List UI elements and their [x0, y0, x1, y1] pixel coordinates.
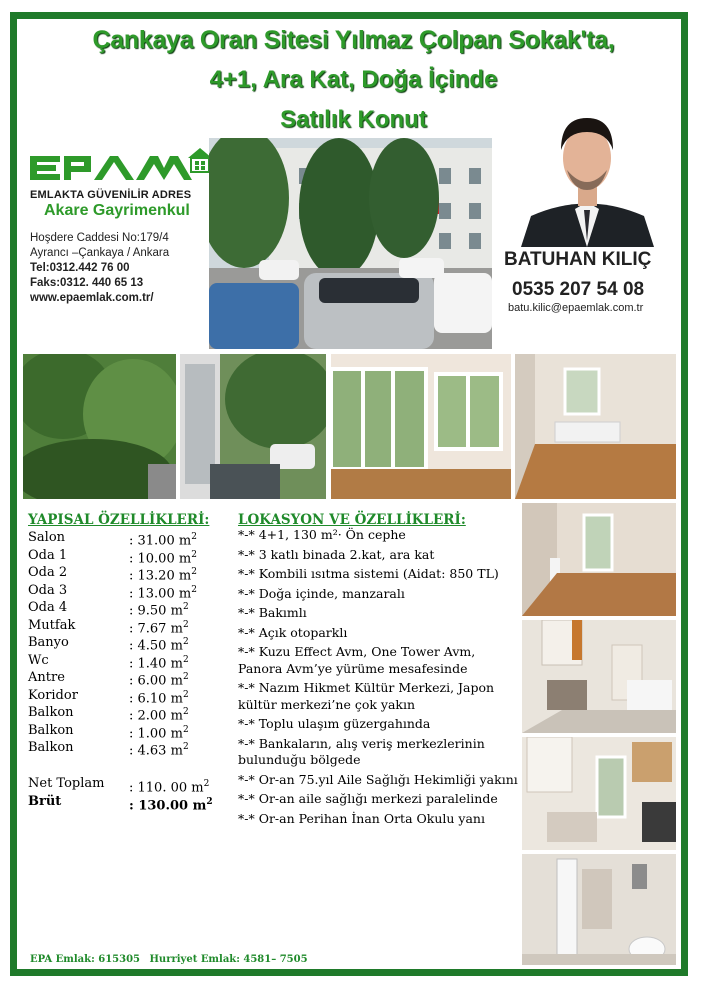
feature-item: *-* 4+1, 130 m²· Ön cephe [238, 527, 406, 542]
address-line-1: Hoşdere Caddesi No:179/4 [30, 232, 169, 244]
structure-row [28, 739, 228, 757]
structure-row [28, 564, 228, 582]
feature-item: *-* Nazım Hikmet Kültür Merkezi, Japon kültür merkezi’ne çok yakın [238, 680, 495, 712]
address-line-2: Ayrancı –Çankaya / Ankara [30, 247, 170, 259]
net-total-label: Net Toplam [28, 776, 105, 791]
room-label: Balkon [28, 722, 74, 738]
house-icon [188, 148, 210, 172]
structure-row [28, 687, 228, 705]
room-label: Antre [28, 670, 65, 685]
logo-subtitle: EMLAKTA GÜVENİLİR ADRES [30, 189, 192, 201]
net-total-row [28, 775, 228, 796]
structure-table [28, 529, 228, 757]
room-label: Oda 3 [28, 582, 68, 598]
feature-item: *-* Doğa içinde, manzaralı [238, 585, 405, 601]
room-area: : 13.20 $m^2$ [129, 567, 197, 584]
feature-item: *-* Or-an Perihan İnan Orta Okulu yanı [238, 810, 485, 826]
feature-item: *-* Toplu ulaşım güzergahında [238, 716, 431, 731]
feature-item: *-* Bakımlı [238, 605, 307, 620]
room-area: : 1.40 $m^2$ [129, 654, 189, 671]
epa-logo [30, 148, 210, 188]
room-area: : 6.00 $m^2$ [129, 672, 189, 689]
agent-name: BATUHAN KILIÇ [504, 249, 652, 270]
room-area: : 1.00 $m^2$ [129, 724, 189, 741]
room-label: Mutfak [28, 617, 76, 633]
office-fax: Faks:0312. 440 65 13 [30, 277, 144, 289]
main-exterior-photo [209, 138, 492, 349]
structure-row [28, 652, 228, 670]
agent-photo [521, 106, 654, 247]
room-area: : 13.00 $m^2$ [129, 584, 197, 601]
office-phone: Tel:0312.442 76 00 [30, 262, 130, 274]
company-name: Akare Gayrimenkul [44, 202, 190, 219]
structure-row [28, 722, 228, 740]
structure-title: YAPISAL ÖZELLİKLERİ: [28, 512, 210, 528]
room-area: : 4.63 $m^2$ [129, 742, 189, 759]
room-area: : 9.50 $m^2$ [129, 602, 189, 619]
feature-item: *-* 3 katlı binada 2.kat, ara kat [238, 546, 435, 562]
kitchen-view-photo [522, 737, 676, 850]
room-label: Wc [28, 652, 49, 668]
room-label: Oda 4 [28, 600, 68, 615]
gross-total-value: : 130.00 $m^2$ [129, 797, 213, 814]
feature-item: *-* Or-an aile sağlığı merkezi paralelinde [238, 791, 498, 806]
structure-row [28, 669, 228, 687]
room-label: Koridor [28, 687, 78, 703]
garden-photo [23, 354, 176, 499]
room-area: : 6.10 $m^2$ [129, 689, 189, 706]
headline-line-2: 4+1, Ara Kat, Doğa İçinde [209, 66, 498, 93]
structure-row [28, 547, 228, 565]
structure-row [28, 617, 228, 635]
feature-item: *-* Kuzu Effect Avm, One Tower Avm, Panora Avm’ye yürüme mesafesinde [238, 644, 476, 676]
structure-row [28, 704, 228, 722]
structure-row [28, 634, 228, 652]
living-room-photo [331, 354, 511, 499]
footer-listing-ids [30, 954, 314, 965]
net-total-value: : 110. 00 $m^2$ [129, 779, 210, 796]
office-contact [30, 231, 169, 306]
room-area: : 31.00 $m^2$ [129, 532, 197, 549]
gross-total-row [28, 793, 228, 814]
headline-line-3: Satılık Konut [280, 106, 427, 133]
room-area: : 7.67 $m^2$ [129, 619, 189, 636]
bedroom-photo [515, 354, 676, 499]
room-area: : 10.00 $m^2$ [129, 549, 197, 566]
feature-item: *-* Bankaların, alış veriş merkezlerinin bulunduğu bölgede [238, 735, 485, 767]
room-label: Salon [28, 530, 66, 545]
bathroom-photo [522, 854, 676, 965]
kitchen-photo [522, 620, 676, 733]
gross-total-label: Brüt [28, 794, 62, 809]
office-website: www.epaemlak.com.tr/ [30, 292, 154, 304]
hurriyet-listing-id: Hurriyet Emlak: 4581– 7505 [149, 954, 308, 965]
agent-phone: 0535 207 54 08 [512, 279, 645, 300]
epa-listing-id: EPA Emlak: 615305 [30, 954, 140, 965]
location-feature-list [238, 527, 520, 830]
room-area: : 4.50 $m^2$ [129, 637, 189, 654]
structure-row [28, 582, 228, 600]
feature-item: *-* Açık otoparklı [238, 624, 348, 640]
feature-item: *-* Kombili ısıtma sistemi (Aidat: 850 TL) [238, 566, 499, 581]
structure-row [28, 529, 228, 547]
room-label: Banyo [28, 635, 69, 650]
feature-item: *-* Or-an 75.yıl Aile Sağlığı Hekimliği yakını [238, 771, 518, 787]
room-area: : 2.00 $m^2$ [129, 707, 189, 724]
balcony-view-photo [180, 354, 326, 499]
room-label: Balkon [28, 705, 74, 720]
room-label: Balkon [28, 740, 74, 755]
room-label: Oda 2 [28, 565, 68, 580]
room-label: Oda 1 [28, 547, 68, 563]
room-photo [522, 503, 676, 616]
agent-email: batu.kilic@epaemlak.com.tr [508, 302, 644, 314]
structure-row [28, 599, 228, 617]
headline-line-1: Çankaya Oran Sitesi Yılmaz Çolpan Sokak'ta, [92, 26, 615, 54]
location-title: LOKASYON VE ÖZELLİKLERİ: [238, 512, 466, 528]
